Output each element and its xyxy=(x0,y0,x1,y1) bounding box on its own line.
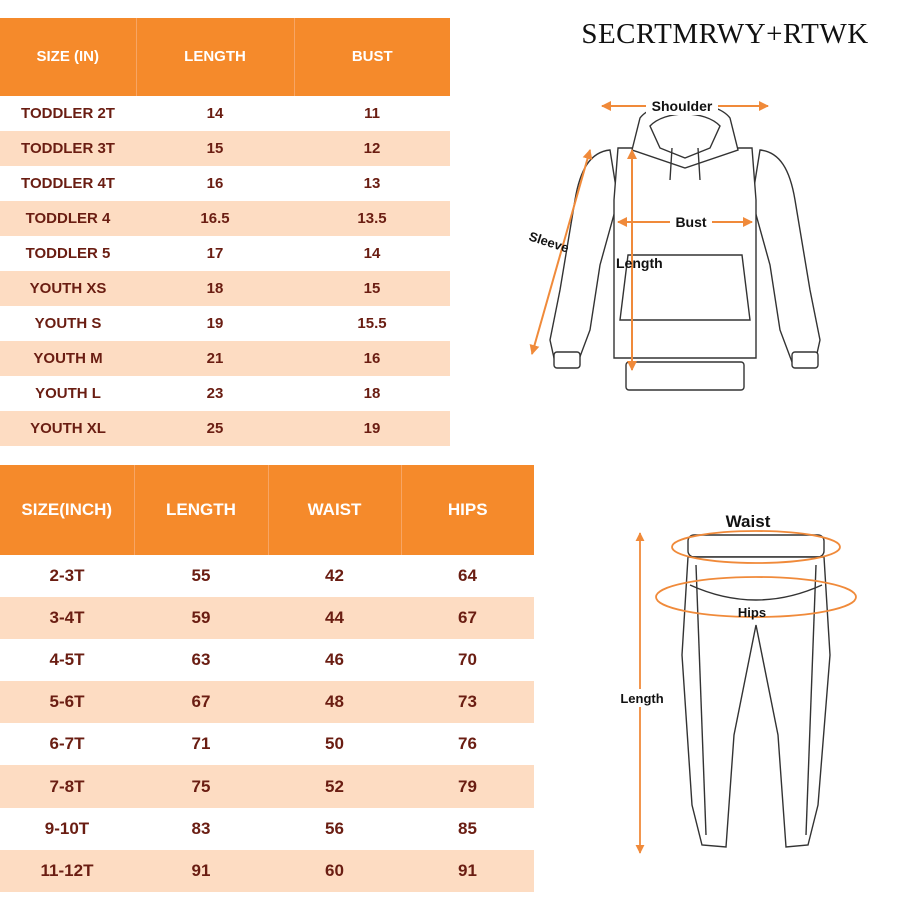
brand-title: SECRTMRWY+RTWK xyxy=(581,18,869,50)
cell-length: 25 xyxy=(136,411,294,446)
cell-bust: 16 xyxy=(294,341,450,376)
header-size: SIZE(INCH) xyxy=(0,465,134,555)
table-row xyxy=(0,131,450,166)
cell-length: 71 xyxy=(134,723,268,765)
cell-waist: 52 xyxy=(268,765,401,807)
table-row xyxy=(0,555,534,597)
cell-bust: 18 xyxy=(294,376,450,411)
cell-size: 9-10T xyxy=(0,808,134,850)
cell-bust: 15.5 xyxy=(294,306,450,341)
cell-size: YOUTH M xyxy=(0,341,136,376)
cell-length: 19 xyxy=(136,306,294,341)
length-label: Length xyxy=(620,691,664,706)
pants-diagram xyxy=(610,505,870,875)
pants-icon xyxy=(682,535,830,847)
table-row xyxy=(0,808,534,850)
cell-length: 21 xyxy=(136,341,294,376)
cell-hips: 85 xyxy=(401,808,534,850)
cell-hips: 67 xyxy=(401,597,534,639)
cell-bust: 11 xyxy=(294,96,450,131)
table-row xyxy=(0,166,450,201)
cell-length: 91 xyxy=(134,850,268,892)
cell-waist: 42 xyxy=(268,555,401,597)
cell-bust: 13 xyxy=(294,166,450,201)
table-row xyxy=(0,306,450,341)
cell-length: 16.5 xyxy=(136,201,294,236)
cell-size: TODDLER 4 xyxy=(0,201,136,236)
cell-hips: 64 xyxy=(401,555,534,597)
cell-size: TODDLER 3T xyxy=(0,131,136,166)
table-row xyxy=(0,271,450,306)
cell-bust: 19 xyxy=(294,411,450,446)
cell-bust: 12 xyxy=(294,131,450,166)
cell-length: 15 xyxy=(136,131,294,166)
cell-size: YOUTH S xyxy=(0,306,136,341)
cell-size: 2-3T xyxy=(0,555,134,597)
cell-length: 14 xyxy=(136,96,294,131)
cell-length: 63 xyxy=(134,639,268,681)
cell-length: 75 xyxy=(134,765,268,807)
sleeve-label: Sleeve xyxy=(527,228,571,256)
cell-hips: 76 xyxy=(401,723,534,765)
table-header-row xyxy=(0,18,450,96)
cell-bust: 13.5 xyxy=(294,201,450,236)
cell-size: 5-6T xyxy=(0,681,134,723)
shoulder-label: Shoulder xyxy=(651,98,713,114)
table-row xyxy=(0,411,450,446)
table-row xyxy=(0,96,450,131)
cell-size: 11-12T xyxy=(0,850,134,892)
cell-size: YOUTH L xyxy=(0,376,136,411)
cell-hips: 73 xyxy=(401,681,534,723)
cell-waist: 60 xyxy=(268,850,401,892)
cell-waist: 56 xyxy=(268,808,401,850)
cell-size: 6-7T xyxy=(0,723,134,765)
length-label: Length xyxy=(616,255,663,271)
header-length: LENGTH xyxy=(136,18,294,96)
cell-waist: 48 xyxy=(268,681,401,723)
table-header-row xyxy=(0,465,534,555)
header-length: LENGTH xyxy=(134,465,268,555)
cell-size: TODDLER 5 xyxy=(0,236,136,271)
cell-length: 16 xyxy=(136,166,294,201)
hoodie-diagram xyxy=(520,90,840,400)
hoodie-size-table xyxy=(0,18,450,446)
cell-length: 59 xyxy=(134,597,268,639)
table-row xyxy=(0,681,534,723)
cell-size: 7-8T xyxy=(0,765,134,807)
header-hips: HIPS xyxy=(401,465,534,555)
cell-length: 83 xyxy=(134,808,268,850)
cell-bust: 14 xyxy=(294,236,450,271)
header-bust: BUST xyxy=(294,18,450,96)
cell-size: YOUTH XS xyxy=(0,271,136,306)
pants-size-table xyxy=(0,465,534,892)
cell-length: 17 xyxy=(136,236,294,271)
cell-length: 55 xyxy=(134,555,268,597)
hips-label: Hips xyxy=(737,605,767,620)
table-row xyxy=(0,376,450,411)
cell-size: 3-4T xyxy=(0,597,134,639)
cell-hips: 79 xyxy=(401,765,534,807)
cell-hips: 91 xyxy=(401,850,534,892)
table-row xyxy=(0,639,534,681)
waist-label: Waist xyxy=(725,512,771,531)
cell-waist: 46 xyxy=(268,639,401,681)
cell-size: 4-5T xyxy=(0,639,134,681)
cell-size: TODDLER 2T xyxy=(0,96,136,131)
table-row xyxy=(0,850,534,892)
table-row xyxy=(0,201,450,236)
cell-size: YOUTH XL xyxy=(0,411,136,446)
header-size: SIZE (IN) xyxy=(0,18,136,96)
cell-hips: 70 xyxy=(401,639,534,681)
cell-length: 23 xyxy=(136,376,294,411)
cell-bust: 15 xyxy=(294,271,450,306)
cell-length: 67 xyxy=(134,681,268,723)
table-row xyxy=(0,723,534,765)
bust-label: Bust xyxy=(675,214,707,230)
hoodie-icon xyxy=(550,103,820,390)
table-row xyxy=(0,597,534,639)
table-row xyxy=(0,341,450,376)
cell-length: 18 xyxy=(136,271,294,306)
table-row xyxy=(0,765,534,807)
cell-waist: 50 xyxy=(268,723,401,765)
header-waist: WAIST xyxy=(268,465,401,555)
table-row xyxy=(0,236,450,271)
cell-waist: 44 xyxy=(268,597,401,639)
cell-size: TODDLER 4T xyxy=(0,166,136,201)
